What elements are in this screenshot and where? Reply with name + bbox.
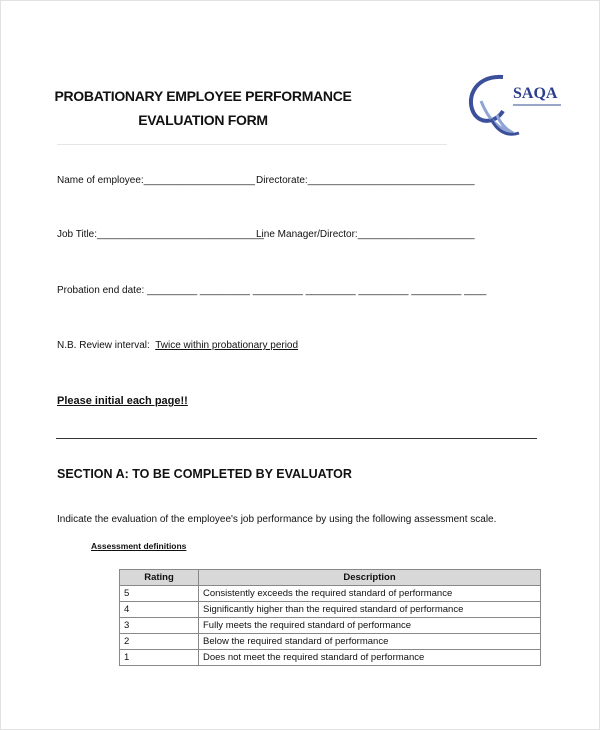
description-cell: Significantly higher than the required standard of performance (199, 602, 541, 618)
directorate-field[interactable]: Directorate:______________________________ (256, 175, 475, 186)
job-title-field[interactable]: Job Title:______________________________ (57, 229, 264, 240)
rating-cell: 3 (120, 618, 199, 634)
header-description: Description (199, 570, 541, 586)
form-title-line2: EVALUATION FORM (138, 112, 268, 128)
table-row (120, 618, 541, 634)
header-rating: Rating (120, 570, 199, 586)
form-title-line1: PROBATIONARY EMPLOYEE PERFORMANCE (54, 88, 352, 104)
description-cell: Consistently exceeds the required standard of performance (199, 586, 541, 602)
initial-notice: Please initial each page!! (57, 395, 188, 407)
probation-end-date-field[interactable]: Probation end date: _________ _________ _________ _________ _________ _________ ____ (57, 285, 487, 296)
description-cell: Does not meet the required standard of performance (199, 650, 541, 666)
description-cell: Fully meets the required standard of performance (199, 618, 541, 634)
header-divider (57, 144, 447, 145)
logo-text: SAQA (513, 85, 558, 102)
table-row (120, 650, 541, 666)
line-manager-field[interactable]: Line Manager/Director:_____________________ (256, 229, 475, 240)
description-cell: Below the required standard of performance (199, 634, 541, 650)
table-row (120, 602, 541, 618)
section-divider (56, 438, 537, 439)
rating-cell: 1 (120, 650, 199, 666)
assessment-definitions-label: Assessment definitions (91, 541, 187, 551)
section-a-heading: SECTION A: TO BE COMPLETED BY EVALUATOR (57, 467, 352, 481)
table-row (120, 586, 541, 602)
review-interval: N.B. Review interval: Twice within probationary period (57, 340, 299, 351)
table-row (120, 634, 541, 650)
assessment-table (119, 569, 541, 666)
section-a-intro: Indicate the evaluation of the employee's job performance by using the following assessment scale. (57, 514, 497, 525)
saqa-logo (463, 71, 573, 143)
rating-cell: 2 (120, 634, 199, 650)
employee-name-field[interactable]: Name of employee:____________________ (57, 175, 255, 186)
rating-cell: 4 (120, 602, 199, 618)
rating-cell: 5 (120, 586, 199, 602)
